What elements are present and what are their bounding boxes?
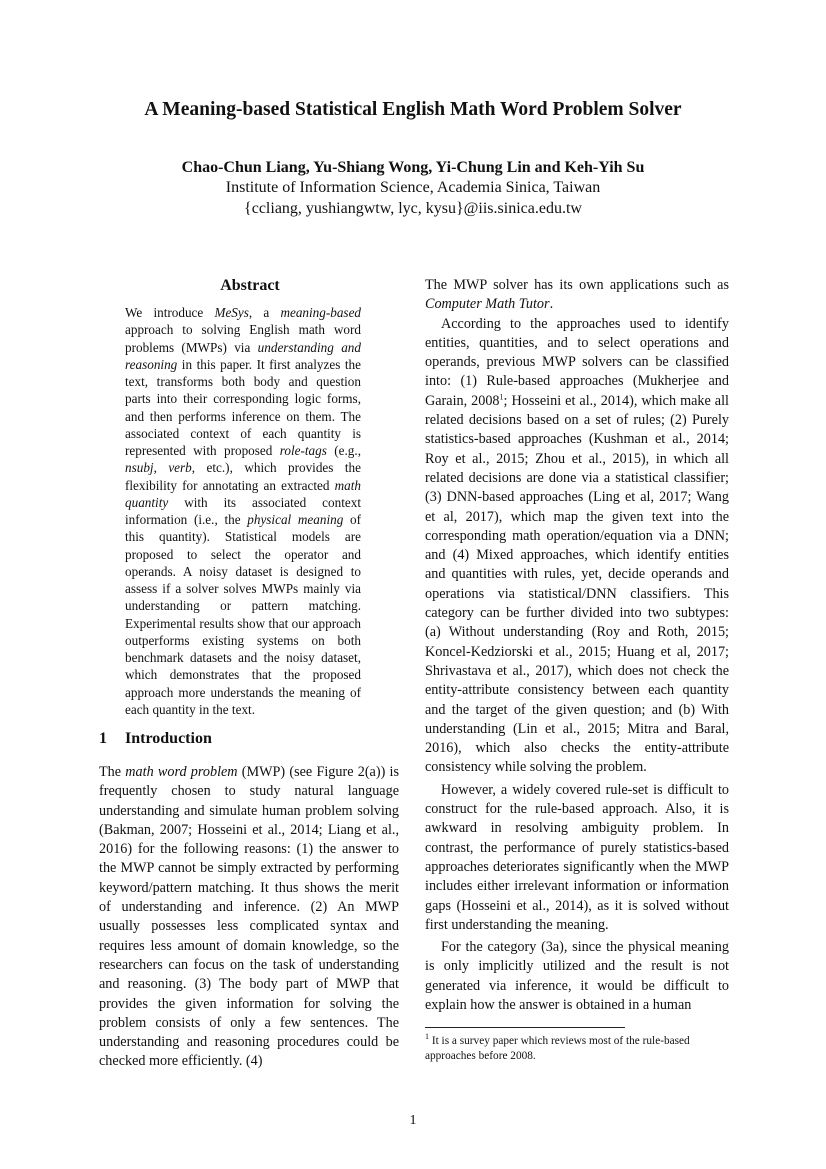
paper-title: A Meaning-based Statistical English Math Word Problem Solver [144,99,682,120]
footnote: $^1$ It is a survey paper which reviews most of the rule-based approaches before 2008. [425,1032,690,1062]
affiliation: Institute of Information Science, Academia Sinica, Taiwan [225,179,601,196]
abstract-body: We introduce MeSys, a meaning-based approach to solving English math word problems (MWPs) via understanding and reasoning in this paper. It first analyzes the text, transforms both body and question parts into their corresponding logic forms, and then performs inference on them. The associated context of each quantity is represented with proposed role-tags (e.g., nsubj, verb, etc.), which provides the flexibility for annotating an extracted math quantity with its associated context information (i.e., the physical meaning of this quantity). Statistical models are proposed to select the operator and operands. A noisy dataset is designed to assess if a solver solves MWPs mainly via understanding or pattern matching. Experimental results show that our approach outperforms existing systems on both benchmark datasets and the noisy dataset, which demonstrates that the proposed approach more understands the meaning of each quantity in the text. [125,305,362,717]
paragraph-continuation: The MWP solver has its own applications such as Computer Math Tutor. [425,277,729,313]
right-column [425,276,729,1015]
section-number: 1 [99,730,107,747]
author-list: Chao-Chun Liang, Yu-Shiang Wong, Yi-Chung Lin and Keh-Yih Su [181,159,645,176]
introduction-paragraph: The math word problem (MWP) (see Figure 2(a)) is frequently chosen to study natural language understanding and simulate human problem solving (Bakman, 2007; Hosseini et al., 2014; Liang et al., 2016) for the following reasons: (1) the answer to the MWP cannot be simply extracted by performing keyword/pattern matching. It thus shows the merit of understanding and inference. (2) An MWP usually possesses less complicated syntax and requires less amount of domain knowledge, so the researchers can focus on the task of understanding and reasoning. (3) The body part of MWP that provides the given information for solving the problem consists of only a few sentences. The understanding and reasoning procedures could be checked more efficiently. (4) [99,764,399,1070]
paragraph-approaches: According to the approaches used to identify entities, quantities, and to select operations and operands, previous MWP solvers can be classified into: (1) Rule-based approaches (Mukherjee and Garain, 2008$^1$; Hosseini et al., 2014), which make all related decisions based on a set of rules; (2) Purely statistics-based approaches (Kushman et al., 2014; Roy et al., 2015; Zhou et al., 2015), in which all related decisions are done via a statistical classifier; (3) DNN-based approaches (Ling et al, 2017; Wang et al, 2017), which map the given text into the corresponding math operation/equation via a DNN; and (4) Mixed approaches, which identify entities and quantities with rules, yet, decide operands and operations via statistical/DNN classifiers. This category can be further divided into two subtypes: (a) Without understanding (Roy and Roth, 2015; Koncel-Kedziorski et al., 2015; Huang et al, 2017; Shrivastava et al., 2017), which does not check the entity-attribute consistency between each quantity and the target of the given question; and (b) With understanding (Lin et al., 2015; Mitra and Baral, 2016), which also checks the entity-attribute consistency while solving the problem. [425,315,729,776]
paragraph-limitations: However, a widely covered rule-set is difficult to construct for the rule-based approach. Also, it is awkward in resolving ambiguity problem. In contrast, the performance of purely statistics-based approaches deteriorates significantly when the MWP includes either irrelevant information or information gaps (Hosseini et al., 2014), as it is solved without first understanding the meaning. [425,781,729,933]
page-number: 1 [409,1113,417,1128]
paragraph-category-3a: For the category (3a), since the physical meaning is only implicitly utilized and the result is not generated via inference, it would be difficult to explain how the answer is obtained in a human [425,939,729,1013]
footnote-marker: 1 [499,392,504,402]
author-emails: {ccliang, yushiangwtw, lyc, kysu}@iis.sinica.edu.tw [244,200,582,217]
abstract-heading: Abstract [220,277,280,294]
footnote-divider [425,1027,625,1028]
section-heading-introduction [99,730,212,748]
section-title: Introduction [125,730,212,747]
